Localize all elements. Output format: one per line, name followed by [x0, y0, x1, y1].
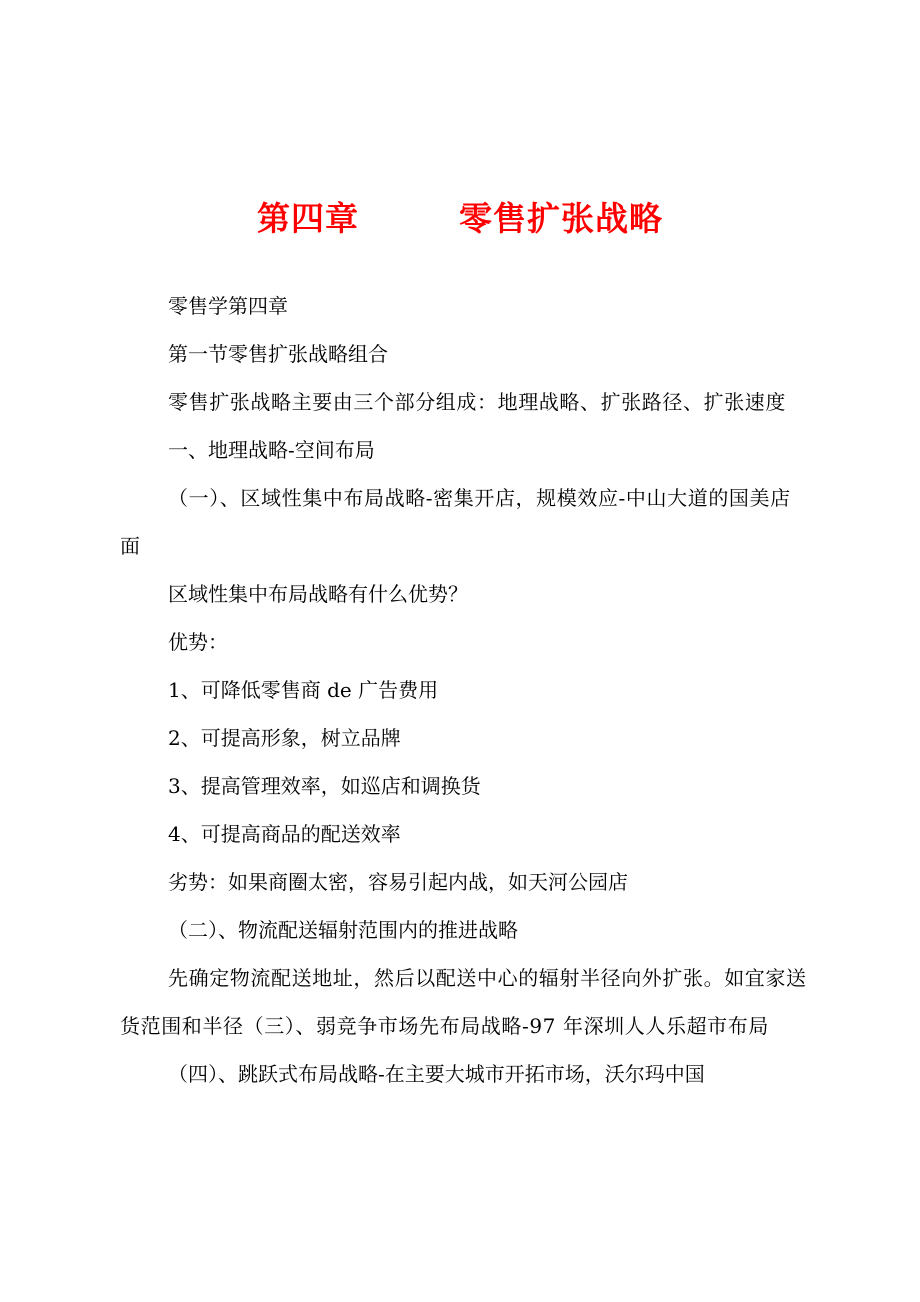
paragraph-logistics-detail: 先确定物流配送地址，然后以配送中心的辐射半径向外扩张。如宜家送货范围和半径（三）、弱竞争市场先布局战略-97 年深圳人人乐超市布局	[120, 966, 807, 1038]
chapter-title: 第四章 零售扩张战略	[257, 199, 663, 238]
paragraph-leapfrog-strategy: （四）、跳跃式布局战略-在主要大城市开拓市场，沃尔玛中国	[168, 1062, 705, 1086]
paragraph-advantage-question: 区域性集中布局战略有什么优势？	[168, 582, 468, 606]
paragraph-book-chapter: 零售学第四章	[168, 294, 288, 318]
paragraph-strategy-components: 零售扩张战略主要由三个部分组成：地理战略、扩张路径、扩张速度	[168, 390, 786, 414]
document-body	[120, 282, 810, 1098]
paragraph-advantage-4: 4、可提高商品的配送效率	[168, 822, 401, 846]
paragraph-section-heading: 第一节零售扩张战略组合	[168, 342, 388, 366]
paragraph-logistics-strategy: （二）、物流配送辐射范围内的推进战略	[168, 918, 518, 942]
paragraph-advantage-2: 2、可提高形象，树立品牌	[168, 726, 401, 750]
paragraph-regional-concentration: （一）、区域性集中布局战略-密集开店，规模效应-中山大道的国美店面	[120, 486, 791, 558]
paragraph-advantage-1: 1、可降低零售商 de 广告费用	[168, 678, 439, 702]
paragraph-advantage-3: 3、提高管理效率，如巡店和调换货	[168, 774, 481, 798]
paragraph-advantages-label: 优势：	[168, 630, 228, 654]
paragraph-geographic-strategy: 一、地理战略-空间布局	[168, 438, 375, 462]
paragraph-disadvantages: 劣势：如果商圈太密，容易引起内战，如天河公园店	[168, 870, 628, 894]
